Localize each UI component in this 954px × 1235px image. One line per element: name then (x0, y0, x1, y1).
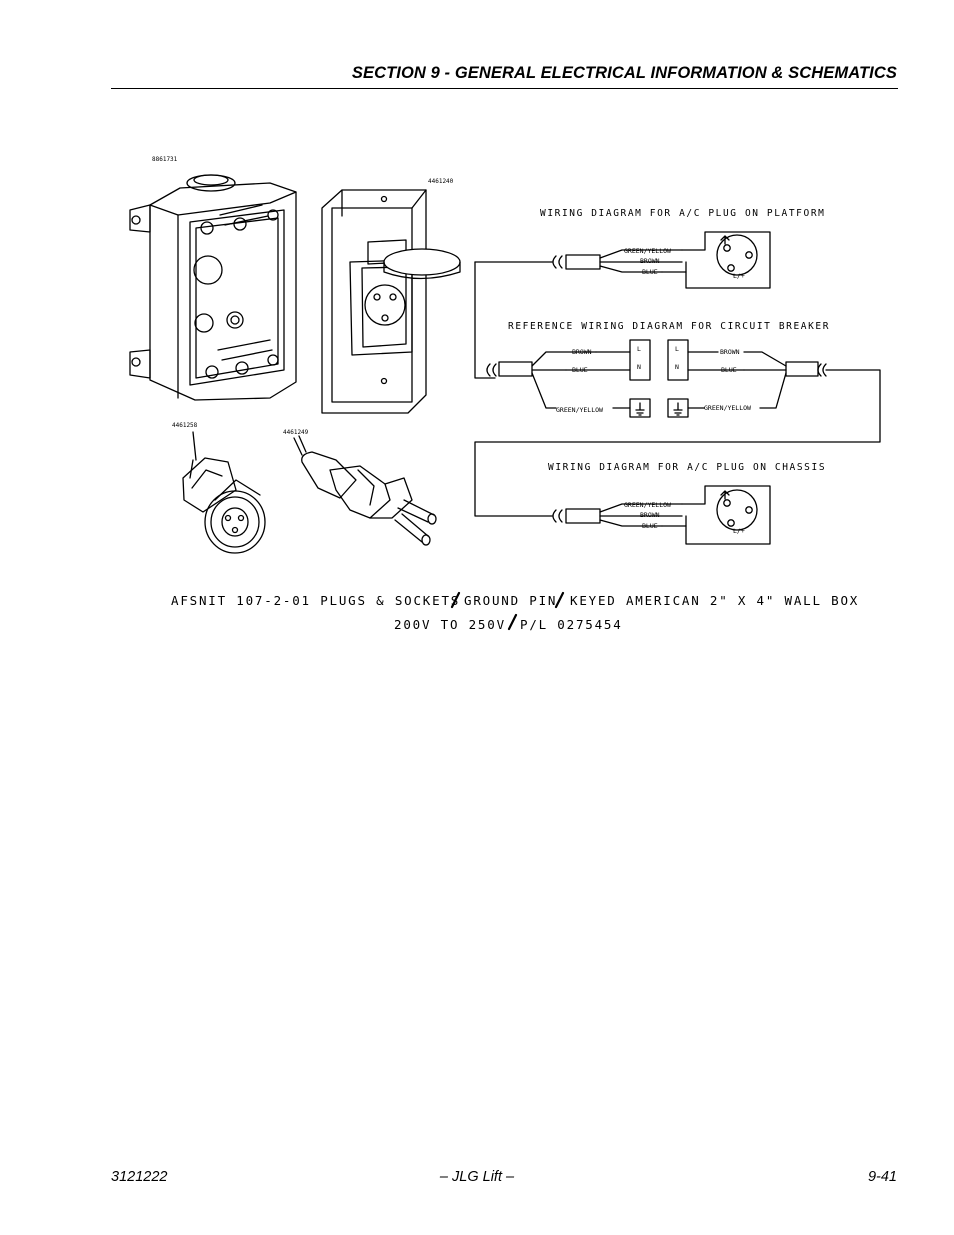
part-number-socket-plate: 4461240 (428, 178, 454, 185)
caption-ground-pin: GROUND PIN (464, 593, 558, 608)
part-number-plug-male: 4461249 (283, 429, 309, 436)
breaker-right-blue: BLUE (721, 366, 737, 374)
chassis-diagram-title: WIRING DIAGRAM FOR A/C PLUG ON CHASSIS (548, 462, 827, 473)
chassis-wire-brown: BROWN (640, 511, 660, 519)
part-number-wall-box: 8861731 (152, 156, 178, 163)
socket-plate-illustration (322, 190, 460, 413)
plug-female-illustration (183, 432, 265, 553)
breaker-left-green-yellow: GREEN/YELLOW (556, 406, 603, 414)
chassis-pin-live: L/+ (733, 527, 745, 535)
breaker-left-blue: BLUE (572, 366, 588, 374)
breaker-terminal-l1: L (637, 345, 641, 353)
company-name: – JLG Lift – (439, 1169, 515, 1185)
page-number: 9-41 (867, 1169, 897, 1185)
caption-standard: AFSNIT 107-2-01 PLUGS & SOCKETS (171, 593, 461, 608)
breaker-left-brown: BROWN (572, 348, 592, 356)
chassis-wiring-diagram (553, 486, 770, 544)
chassis-wire-blue: BLUE (642, 522, 658, 530)
doc-number: 3121222 (111, 1169, 168, 1185)
breaker-terminal-n2: N (675, 363, 679, 371)
breaker-terminal-n1: N (637, 363, 641, 371)
platform-pin-live: L/+ (733, 272, 745, 280)
caption-wall-box: KEYED AMERICAN 2" X 4" WALL BOX (570, 593, 860, 608)
section-title: SECTION 9 - GENERAL ELECTRICAL INFORMATION & SCHEMATICS (351, 64, 897, 82)
caption-voltage: 200V TO 250V (394, 617, 506, 632)
caption-part-number: P/L 0275454 (520, 617, 623, 632)
platform-wire-green-yellow: GREEN/YELLOW (624, 247, 671, 255)
breaker-terminal-l2: L (675, 345, 679, 353)
breaker-right-brown: BROWN (720, 348, 740, 356)
platform-wire-blue: BLUE (642, 268, 658, 276)
part-number-plug-female: 4461258 (172, 422, 198, 429)
chassis-wire-green-yellow: GREEN/YELLOW (624, 501, 671, 509)
wall-box-illustration (130, 175, 296, 400)
breaker-diagram-title: REFERENCE WIRING DIAGRAM FOR CIRCUIT BREAKER (508, 321, 831, 332)
plug-male-illustration (294, 436, 436, 545)
platform-wire-brown: BROWN (640, 257, 660, 265)
platform-diagram-title: WIRING DIAGRAM FOR A/C PLUG ON PLATFORM (540, 208, 826, 219)
platform-wiring-diagram (475, 232, 770, 378)
breaker-right-green-yellow: GREEN/YELLOW (704, 404, 751, 412)
